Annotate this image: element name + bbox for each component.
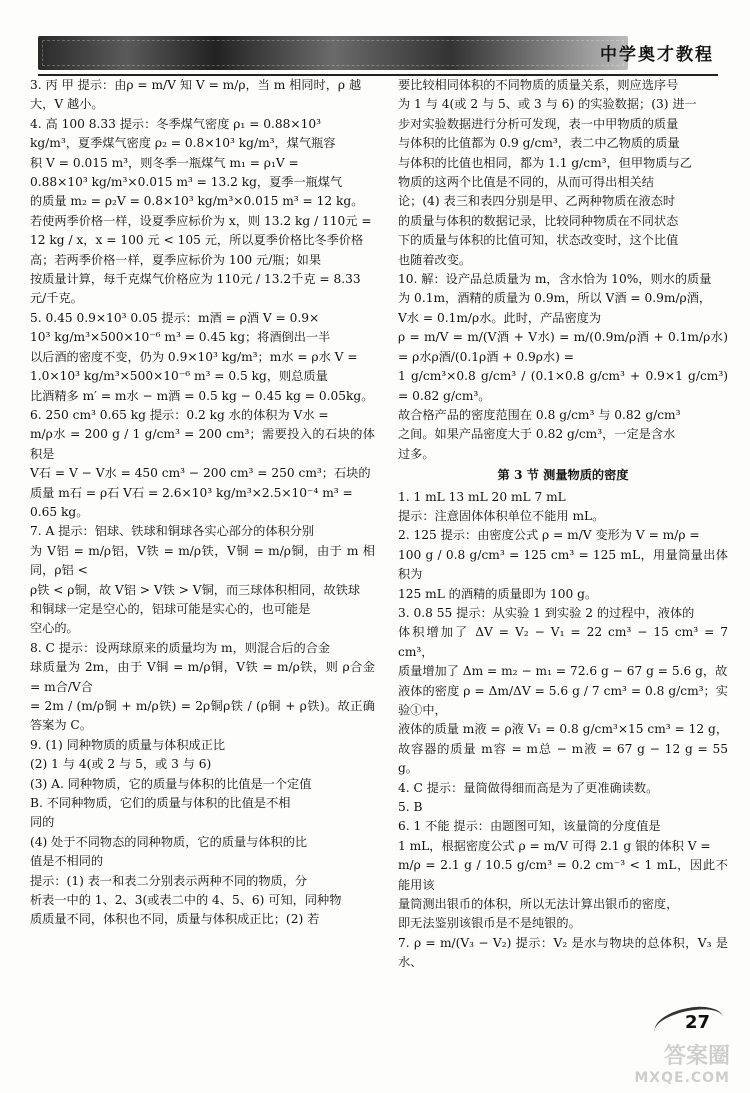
text-line: 提示：(1) 表一和表二分别表示两种不同的物质，分 — [30, 873, 308, 888]
text-line: V水 = 0.1m/ρ水。此时，产品密度为 — [398, 310, 602, 325]
text-line: 第 3 节 测量物质的密度 — [497, 468, 629, 483]
text-line: 的质量与体积的数据记录，比较同种物质在不同状态 — [398, 213, 679, 228]
text-line: 8. C 提示：设两球原来的质量均为 m，则混合后的合金 — [30, 640, 331, 655]
text-line: 也随着改变。 — [398, 252, 472, 267]
text-line: 10. 解：设产品总质量为 m，含水恰为 10%，则水的质量 — [398, 272, 712, 287]
text-line: 1 g/cm³×0.8 g/cm³ / (0.1×0.8 g/cm³ + 0.9×1 g/cm³) = 0.82 g/cm³。 — [398, 369, 728, 403]
text-line: 质量 m石 = ρ石 V石 = 2.6×10³ kg/m³×2.5×10⁻⁴ m³ = — [30, 485, 353, 500]
watermark-logo — [600, 1039, 730, 1086]
right-column — [398, 76, 728, 973]
text-line: 即无法鉴别该银币是不是纯银的。 — [398, 916, 581, 931]
text-line: 物质的这两个比值是不同的，从而可得出相关结 — [398, 175, 654, 190]
text-line: 1.0×10³ kg/m³×500×10⁻⁶ m³ = 0.5 kg，则总质量 — [30, 369, 328, 384]
text-line: 5. 0.45 0.9×10³ 0.05 提示：m酒 = ρ酒 V = 0.9× — [30, 310, 320, 325]
text-line: m/ρ水 = 200 g / 1 g/cm³ = 200 cm³；需要投入的石块的体积是 — [30, 427, 375, 461]
text-line: 3. 0.8 55 提示：从实验 1 到实验 2 的过程中，液体的 — [398, 605, 695, 620]
text-line: (2) 1 与 4(或 2 与 5，或 3 与 6) — [30, 757, 212, 772]
text-line: 提示：注意固体体积单位不能用 mL。 — [398, 508, 605, 523]
text-line: 与体积的比值都为 0.9 g/cm³，表二中乙物质的质量 — [398, 136, 680, 151]
text-line: 100 g / 0.8 g/cm³ = 125 cm³ = 125 mL，用量筒量出体积为 — [398, 547, 728, 582]
text-line: 4. 高 100 8.33 提示：冬季煤气密度 ρ₁ = 0.88×10³ — [30, 116, 322, 131]
text-line: 以后酒的密度不变，仍为 0.9×10³ kg/m³；m水 = ρ水 V = — [30, 349, 358, 364]
text-line: 高；若两季价格一样，夏季应标价为 100 元/瓶；如果 — [30, 252, 322, 267]
text-line: 液体的质量 m液 = ρ液 V₁ = 0.8 g/cm³×15 cm³ = 12 g， — [398, 722, 729, 737]
text-line: 过多。 — [398, 446, 435, 461]
text-line: 析表一中的 1、2、3(或表二中的 4、5、6) 可知，同种物 — [30, 893, 342, 908]
watermark-url: MXQE.COM — [634, 1070, 730, 1086]
text-line: V石 = V − V水 = 450 cm³ − 200 cm³ = 250 cm³；石块的 — [30, 466, 371, 481]
text-line: 0.65 kg。 — [30, 504, 89, 519]
text-line: 要比较相同体积的不同物质的质量关系，则应选序号 — [398, 78, 679, 92]
text-line: 6. 250 cm³ 0.65 kg 提示：0.2 kg 水的体积为 V水 = — [30, 407, 329, 422]
text-line: 4. C 提示：量筒做得细而高是为了更准确读数。 — [398, 780, 659, 795]
text-line: 为 1 与 4(或 2 与 5、或 3 与 6) 的实验数据；(3) 进一 — [398, 97, 697, 112]
text-line: 3. 丙 甲 提示：由ρ = m/V 知 V = m/ρ，当 m 相同时，ρ 越 — [30, 78, 362, 92]
text-line: 故合格产品的密度范围在 0.8 g/cm³ 与 0.82 g/cm³ — [398, 407, 681, 422]
text-line: 元/千克。 — [30, 291, 83, 306]
page-header — [28, 30, 718, 76]
text-line: 5. B — [398, 800, 423, 815]
text-line: B. 不同种物质，它们的质量与体积的比值是不相 — [30, 796, 291, 811]
text-line: 论；(4) 表三和表四分别是甲、乙两种物质在液态时 — [398, 194, 676, 209]
text-line: 步对实验数据进行分析可发现，表一中甲物质的质量 — [398, 116, 679, 131]
text-line: 之间。如果产品密度大于 0.82 g/cm³，一定是含水 — [398, 427, 676, 442]
text-line: 12 kg / x，x = 100 元 < 105 元，所以夏季价格比冬季价格 — [30, 233, 364, 248]
text-line: 液体的密度 ρ = Δm/ΔV = 5.6 g / 7 cm³ = 0.8 g/cm³；实验①中， — [398, 683, 728, 717]
text-line: 9. (1) 同种物质的质量与体积成正比 — [30, 737, 226, 752]
text-line: 1. 1 mL 13 mL 20 mL 7 mL — [398, 489, 566, 504]
text-line: 为 V铝 = m/ρ铝，V铁 = m/ρ铁，V铜 = m/ρ铜，由于 m 相同，ρ铝 < — [30, 543, 375, 578]
text-line: 0.88×10³ kg/m³×0.015 m³ = 13.2 kg，夏季一瓶煤气 — [30, 175, 343, 190]
text-line: 7. ρ = m/(V₃ − V₂) 提示：V₂ 是水与物块的总体积，V₃ 是水、 — [398, 935, 728, 970]
watermark-text: 答案圈 — [663, 1044, 730, 1069]
text-line: (4) 处于不同物态的同种物质，它的质量与体积的比 — [30, 834, 308, 849]
text-line: 2. 125 提示：由密度公式 ρ = m/V 变形为 V = m/ρ = — [398, 528, 700, 543]
text-line: 质量增加了 Δm = m₂ − m₁ = 72.6 g − 67 g = 5.6 g，故 — [398, 664, 728, 679]
text-line: 比酒精多 m′ = m水 − m酒 = 0.5 kg − 0.45 kg = 0.05kg。 — [30, 388, 374, 403]
text-line: = 2m / (m/ρ铜 + m/ρ铁) = 2ρ铜ρ铁 / (ρ铜 + ρ铁)。故正确答案为 C。 — [30, 699, 375, 733]
text-line: 空心的。 — [30, 621, 79, 636]
text-line: 量筒测出银币的体积，所以无法计算出银币的密度， — [398, 897, 679, 912]
text-line: 6. 1 不能 提示：由题图可知，该量筒的分度值是 — [398, 819, 661, 834]
text-line: 质质量不同，体积也不同，质量与体积成正比；(2) 若 — [30, 912, 320, 927]
text-line: 10³ kg/m³×500×10⁻⁶ m³ = 0.45 kg；将酒倒出一半 — [30, 330, 331, 345]
left-column — [30, 76, 375, 930]
text-line: 与体积的比值也相同，都为 1.1 g/cm³，但甲物质与乙 — [398, 155, 692, 170]
text-line: 7. A 提示：铝球、铁球和铜球各实心部分的体积分别 — [30, 524, 315, 539]
text-line: m/ρ = 2.1 g / 10.5 g/cm³ = 0.2 cm⁻³ < 1 mL，因此不能用该 — [398, 858, 728, 892]
text-line: ρ铁 < ρ铜，故 V铝 > V铁 > V铜，而三球体积相同，故铁球 — [30, 582, 361, 597]
page-number: 27 — [684, 1012, 710, 1033]
text-line: (3) A. 同种物质，它的质量与体积的比值是一个定值 — [30, 776, 312, 791]
header-banner-image — [38, 36, 628, 70]
text-line: 1 mL，根据密度公式 ρ = m/V 可得 2.1 g 银的体积 V = — [398, 838, 711, 853]
text-line: 若使两季价格一样，设夏季应标价为 x，则 13.2 kg / 110元 = — [30, 213, 372, 228]
text-line: 体积增加了 ΔV = V₂ − V₁ = 22 cm³ − 15 cm³ = 7 cm³， — [398, 625, 728, 659]
text-line: 为 0.1m，酒精的质量为 0.9m，所以 V酒 = 0.9m/ρ酒， — [398, 291, 712, 306]
text-line: ρ = m/V = m/(V酒 + V水) = m/(0.9m/ρ酒 + 0.1m/ρ水) = ρ水ρ酒/(0.1ρ酒 + 0.9ρ水) = — [398, 330, 728, 364]
text-line: 大，V 越小。 — [30, 97, 104, 112]
text-line: 和铜球一定是空心的，铝球可能是实心的，也可能是 — [30, 601, 311, 616]
text-line: 球质量为 2m，由于 V铜 = m/ρ铜，V铁 = m/ρ铁，则 ρ合金 = m合/V合 — [30, 660, 375, 694]
text-line: 积 V = 0.015 m³，则冬季一瓶煤气 m₁ = ρ₁V = — [30, 155, 299, 170]
text-line: 按质量计算，每千克煤气价格应为 110元 / 13.2千克 = 8.33 — [30, 272, 361, 287]
text-line: 故容器的质量 m容 = m总 − m液 = 67 g − 12 g = 55 g。 — [398, 741, 728, 776]
header-title: 中学奥才教程 — [600, 45, 714, 65]
text-line: 125 mL 的酒精的质量即为 100 g。 — [398, 586, 598, 601]
text-line: kg/m³，夏季煤气密度 ρ₂ = 0.8×10³ kg/m³，煤气瓶容 — [30, 136, 336, 151]
text-line: 的质量 m₂ = ρ₂V = 0.8×10³ kg/m³×0.015 m³ = 12 kg。 — [30, 194, 364, 209]
text-line: 同的 — [30, 815, 55, 830]
text-line: 值是不相同的 — [30, 854, 104, 869]
text-line: 下的质量与体积的比值可知，状态改变时，这个比值 — [398, 233, 679, 248]
